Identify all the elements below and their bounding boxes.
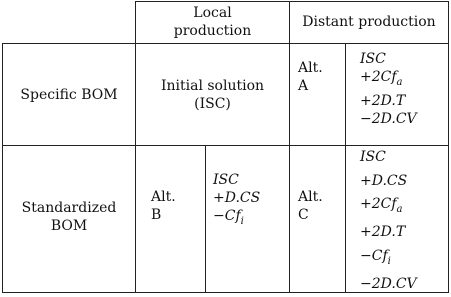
alt-c-cost-terms: ISC +D.CS $+2Cf_a$ +2D.T $-Cf_i$ −2D.CV: [360, 149, 417, 293]
distant-subcol-divider: [345, 43, 346, 293]
header-local: Local production: [173, 5, 252, 39]
local-distant-divider: [289, 1, 290, 293]
alt-a-label: Alt. A: [298, 60, 323, 94]
header-bottom-border: [2, 43, 449, 44]
header-distant: Distant production: [302, 14, 436, 30]
table-top-border: [135, 1, 449, 2]
initial-solution-cell: Initial solution (ISC): [160, 78, 265, 112]
row-label-specific-bom: Specific BOM: [20, 87, 118, 103]
header-col-divider-left: [135, 1, 136, 293]
alt-b-cost-terms: ISC +D.CS $-Cf_i$: [213, 172, 261, 227]
alt-b-label: Alt. B: [151, 189, 176, 223]
left-border: [2, 43, 3, 293]
row-label-standardized-bom: Standardized BOM: [21, 200, 117, 234]
right-border: [448, 1, 449, 293]
alt-c-label: Alt. C: [298, 189, 323, 223]
local-subcol-divider: [205, 145, 206, 293]
alt-a-cost-terms: ISC $+2Cf_a$ +2D.T −2D.CV: [360, 51, 417, 127]
